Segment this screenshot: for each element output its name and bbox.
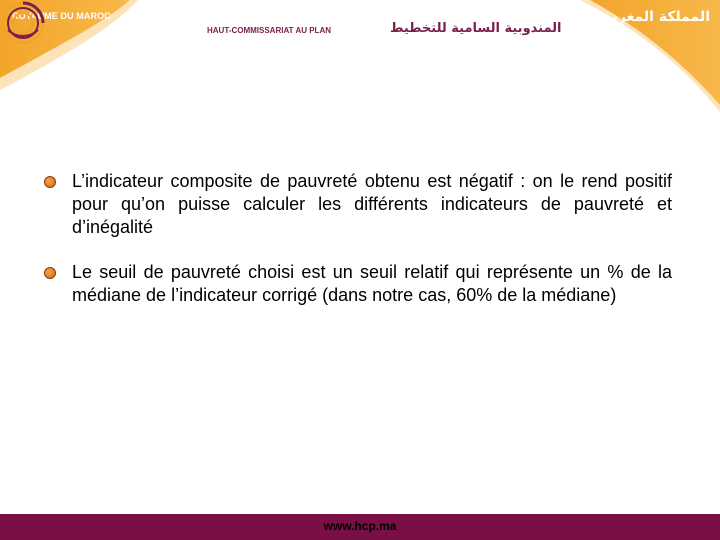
- kingdom-label-ar: المملكة المغربية: [598, 9, 710, 25]
- bullet-item: [44, 261, 672, 307]
- kingdom-label-fr: ROYAUME DU MAROC: [12, 11, 111, 21]
- bullet-item: [44, 170, 672, 239]
- bullet-text: L’indicateur composite de pauvreté obtenu est négatif : on le rend positif pour qu’on puisse calculer les différents indicateurs de pauvreté et d’inégalité: [72, 171, 672, 237]
- footer-website-link[interactable]: www.hcp.ma: [323, 519, 397, 533]
- bullet-dot-icon: [44, 176, 56, 188]
- institution-name-ar: المندوبية السامية للتخطيط: [390, 21, 562, 36]
- bullet-list: [44, 170, 672, 329]
- footer-bar: [0, 514, 720, 540]
- bullet-text: Le seuil de pauvreté choisi est un seuil relatif qui représente un % de la médiane de l’indicateur corrigé (dans notre cas, 60% de la médiane): [72, 262, 672, 305]
- bullet-dot-icon: [44, 267, 56, 279]
- header-banner: [0, 0, 720, 120]
- hcp-logo-icon: [0, 0, 46, 46]
- institution-name-fr: HAUT-COMMISSARIAT AU PLAN: [207, 26, 331, 35]
